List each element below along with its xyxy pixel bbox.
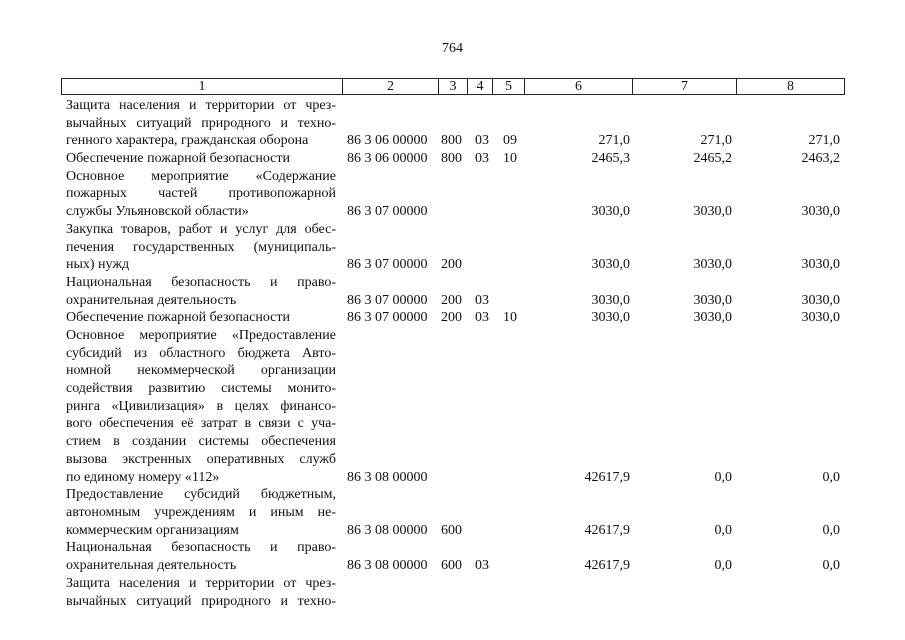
description-line: охранительная деятельность — [66, 292, 237, 308]
row-description — [66, 168, 336, 221]
description-line: Обеспечение пожарной безопасности — [66, 310, 291, 326]
target-code: 86 3 07 00000 — [347, 310, 428, 326]
description-line: ринга «Цивилизация» в целях финансо- — [66, 398, 336, 414]
table-row — [0, 221, 905, 274]
amount-col-8: 3030,0 — [801, 257, 840, 273]
description-line: вычайных ситуаций природного и техно- — [66, 593, 336, 609]
description-line: Обеспечение пожарной безопасности — [66, 151, 291, 167]
row-description — [66, 221, 336, 274]
description-line: службы Ульяновской области» — [66, 204, 249, 220]
description-line: вычайных ситуаций природного и техно- — [66, 115, 336, 131]
amount-col-7: 3030,0 — [693, 257, 732, 273]
section-code: 03 — [475, 292, 489, 308]
page-number: 764 — [442, 41, 463, 56]
description-line: печения государственных (муниципаль- — [66, 239, 336, 255]
amount-col-7: 3030,0 — [693, 204, 732, 220]
amount-col-6: 271,0 — [598, 133, 630, 149]
table-body — [0, 97, 905, 610]
amount-col-8: 2463,2 — [801, 151, 840, 167]
amount-col-6: 3030,0 — [591, 257, 630, 273]
target-code: 86 3 08 00000 — [347, 558, 428, 574]
table-row — [0, 539, 905, 574]
amount-col-8: 3030,0 — [801, 204, 840, 220]
description-line: автономным учреждениям и иным не- — [66, 505, 336, 521]
row-description — [66, 575, 336, 610]
target-code: 86 3 06 00000 — [347, 151, 428, 167]
table-row — [0, 168, 905, 221]
expense-type: 200 — [441, 310, 462, 326]
target-code: 86 3 08 00000 — [347, 522, 428, 538]
section-code: 03 — [475, 310, 489, 326]
description-line: Основное мероприятие «Содержание — [66, 168, 336, 184]
description-line: Основное мероприятие «Предоставление — [66, 328, 336, 344]
row-description — [66, 150, 336, 168]
amount-col-7: 271,0 — [700, 133, 732, 149]
description-line: Защита населения и территории от чрез- — [66, 98, 336, 113]
table-row — [0, 97, 905, 150]
column-header-3: 3 — [439, 79, 468, 94]
row-description — [66, 486, 336, 539]
description-line: вого обеспечения её затрат в связи с уча- — [66, 416, 336, 432]
table-row — [0, 150, 905, 168]
expense-type: 800 — [441, 133, 462, 149]
column-header-5: 5 — [493, 79, 525, 94]
description-line: Национальная безопасность и право- — [66, 540, 336, 556]
target-code: 86 3 07 00000 — [347, 257, 428, 273]
description-line: номной некоммерческой организации — [66, 363, 336, 379]
column-header-7: 7 — [633, 79, 737, 94]
expense-type: 800 — [441, 151, 462, 167]
description-line: стием в создании системы обеспечения — [66, 434, 336, 450]
description-line: охранительная деятельность — [66, 558, 237, 574]
column-header-4: 4 — [468, 79, 493, 94]
description-line: Защита населения и территории от чрез- — [66, 575, 336, 591]
expense-type: 200 — [441, 257, 462, 273]
amount-col-8: 271,0 — [808, 133, 840, 149]
subsection-code: 09 — [503, 133, 517, 149]
table-row — [0, 575, 905, 610]
section-code: 03 — [475, 133, 489, 149]
description-line: по единому номеру «112» — [66, 469, 220, 485]
table-row — [0, 327, 905, 486]
amount-col-6: 3030,0 — [591, 204, 630, 220]
subsection-code: 10 — [503, 151, 517, 167]
target-code: 86 3 07 00000 — [347, 292, 428, 308]
amount-col-8: 0,0 — [822, 522, 840, 538]
amount-col-6: 42617,9 — [584, 558, 630, 574]
column-header-1: 1 — [62, 79, 343, 94]
amount-col-6: 42617,9 — [584, 522, 630, 538]
row-description — [66, 309, 336, 327]
column-header-row — [61, 78, 845, 95]
description-line: содействия развитию системы монито- — [66, 381, 336, 397]
amount-col-7: 0,0 — [714, 522, 732, 538]
expense-type: 600 — [441, 558, 462, 574]
table-row — [0, 486, 905, 539]
table-row — [0, 309, 905, 327]
expense-type: 200 — [441, 292, 462, 308]
column-header-6: 6 — [525, 79, 633, 94]
description-line: Национальная безопасность и право- — [66, 274, 336, 290]
amount-col-6: 3030,0 — [591, 292, 630, 308]
description-line: генного характера, гражданская оборона — [66, 133, 309, 149]
amount-col-7: 0,0 — [714, 558, 732, 574]
description-line: коммерческим организациям — [66, 522, 239, 538]
row-description — [66, 274, 336, 309]
target-code: 86 3 06 00000 — [347, 133, 428, 149]
section-code: 03 — [475, 151, 489, 167]
table-row — [0, 274, 905, 309]
expense-type: 600 — [441, 522, 462, 538]
section-code: 03 — [475, 558, 489, 574]
row-description — [66, 539, 336, 574]
description-line: субсидий из областного бюджета Авто- — [66, 345, 336, 361]
amount-col-8: 3030,0 — [801, 310, 840, 326]
amount-col-6: 3030,0 — [591, 310, 630, 326]
amount-col-8: 0,0 — [822, 558, 840, 574]
column-header-8: 8 — [787, 79, 794, 94]
amount-col-8: 3030,0 — [801, 292, 840, 308]
description-line: ных) нужд — [66, 257, 130, 273]
subsection-code: 10 — [503, 310, 517, 326]
amount-col-6: 42617,9 — [584, 469, 630, 485]
amount-col-7: 0,0 — [714, 469, 732, 485]
description-line: пожарных частей противопожарной — [66, 186, 336, 202]
row-description — [66, 327, 336, 486]
amount-col-6: 2465,3 — [591, 151, 630, 167]
column-header-2: 2 — [343, 79, 439, 94]
amount-col-7: 3030,0 — [693, 292, 732, 308]
row-description — [66, 97, 336, 150]
target-code: 86 3 08 00000 — [347, 469, 428, 485]
amount-col-8: 0,0 — [822, 469, 840, 485]
amount-col-7: 3030,0 — [693, 310, 732, 326]
amount-col-7: 2465,2 — [693, 151, 732, 167]
description-line: вызова экстренных оперативных служб — [66, 451, 336, 467]
target-code: 86 3 07 00000 — [347, 204, 428, 220]
description-line: Предоставление субсидий бюджетным, — [66, 487, 336, 503]
description-line: Закупка товаров, работ и услуг для обес- — [66, 221, 336, 237]
